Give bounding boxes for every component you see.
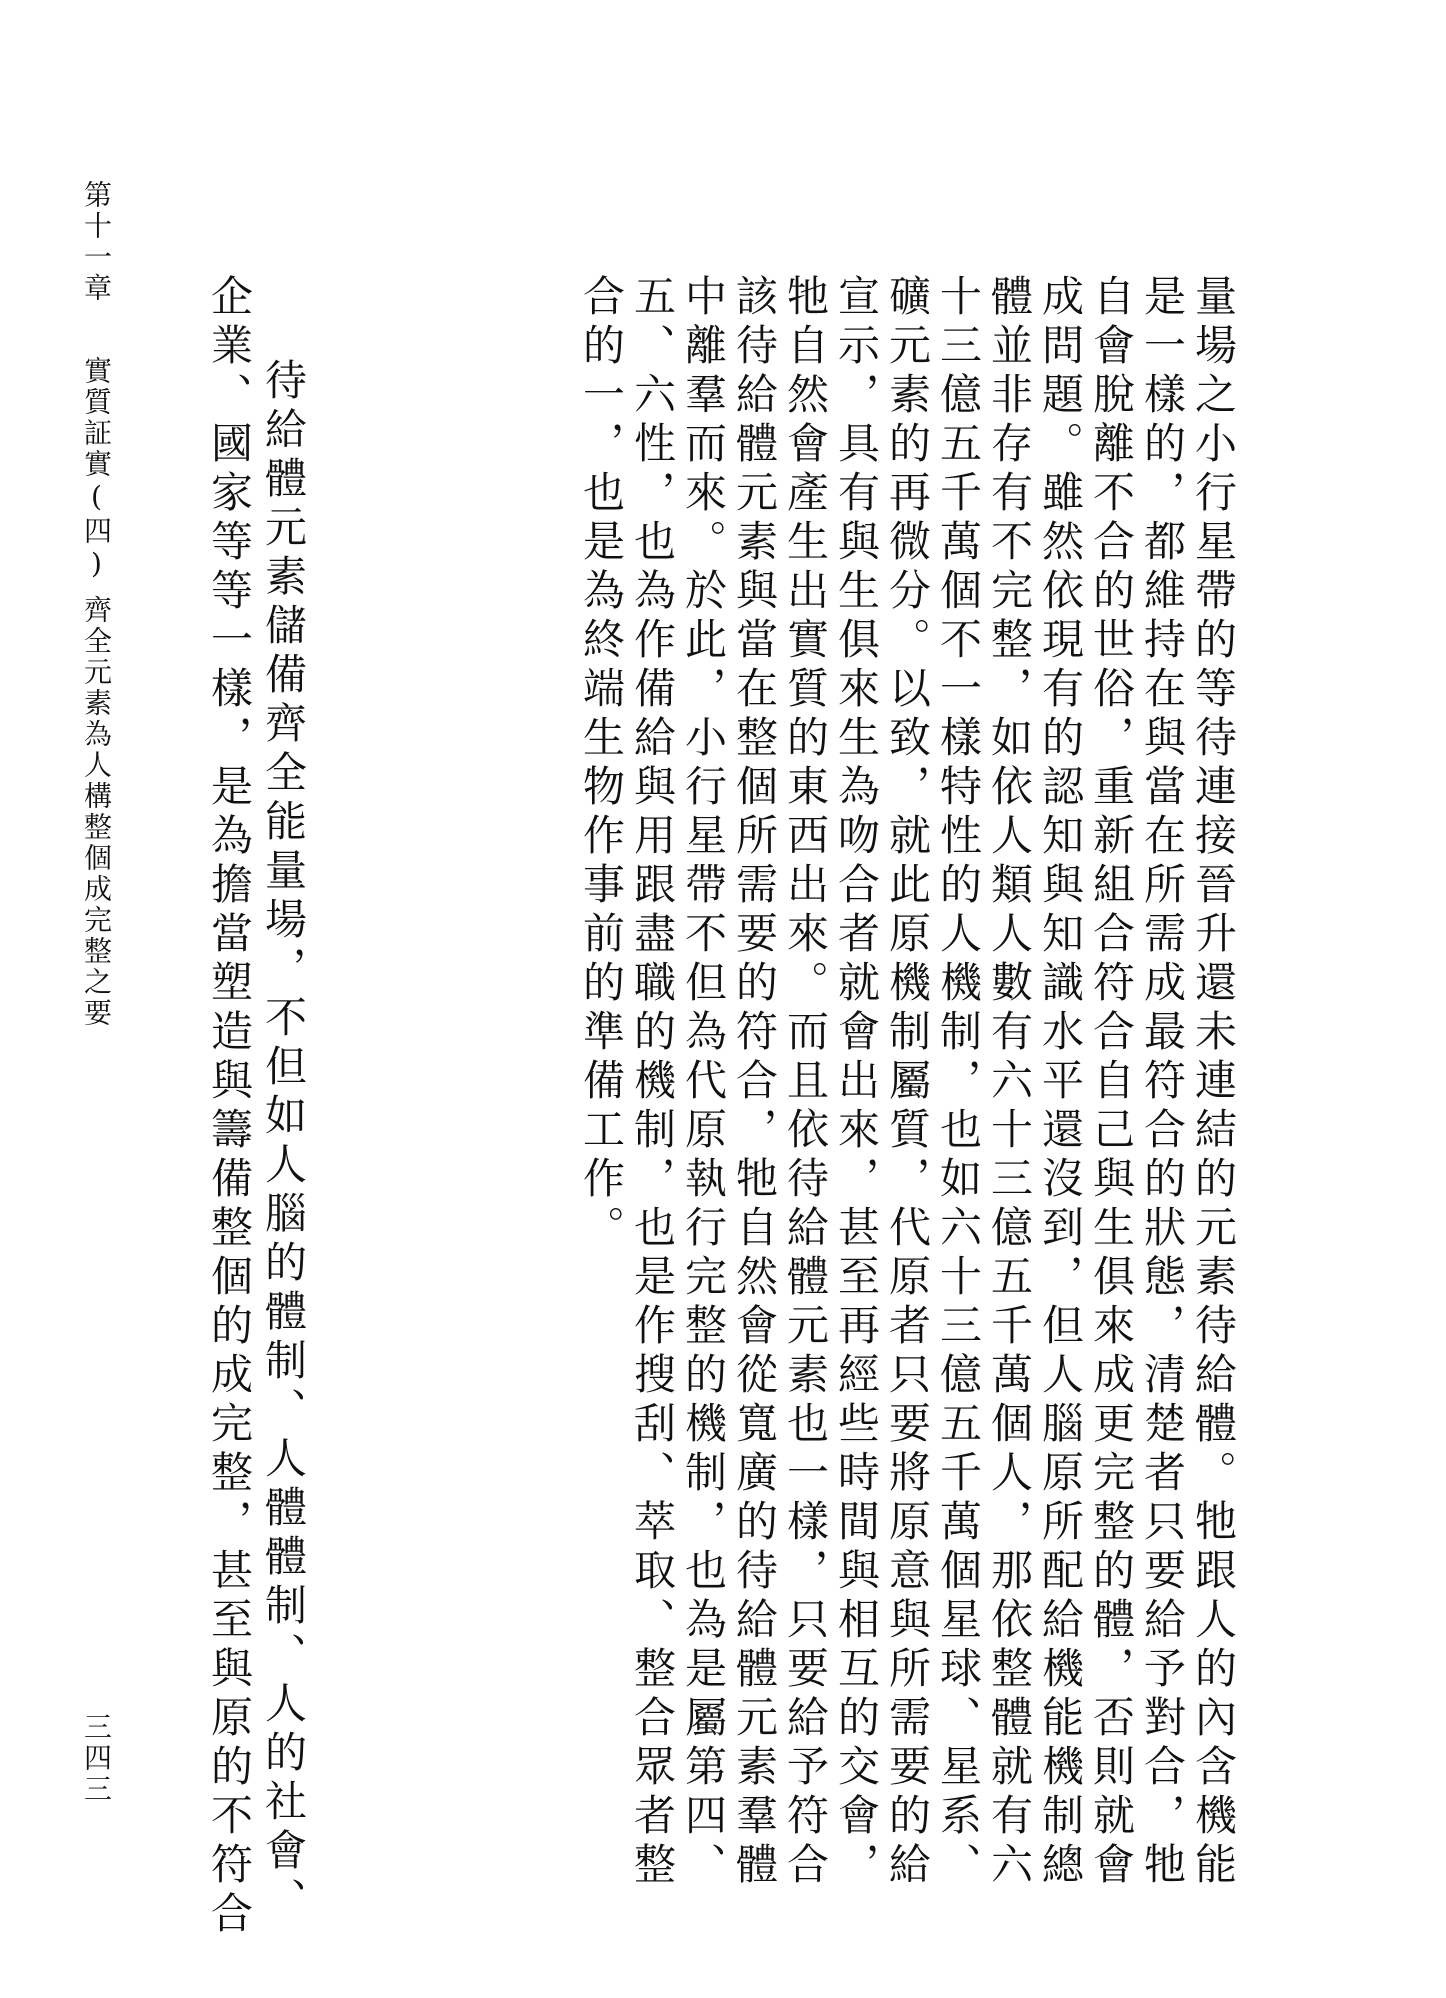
page-number: 三四三 <box>80 1712 113 1805</box>
running-header-section-title: 齊全元素為人構整個成完整之要 <box>80 595 113 1029</box>
text-column-6: 十三億五千萬個不一樣特性的人機制，也如六十三億五千萬個星球、星系、 <box>934 274 983 1891</box>
text-column-4: 成問題。雖然依現有的認知與知識水平還沒到，但人腦原所配給機能機制總 <box>1036 274 1085 1891</box>
text-column-2: 是一樣的，都維持在與當在所需成最符合的狀態，清楚者只要給予對合，牠 <box>1138 274 1187 1891</box>
text-column-15: 企業、國家等等一樣，是為擔當塑造與籌備整個的成完整，甚至與原的不符合 <box>205 274 254 1940</box>
text-column-9: 牠自然會產生出實質的東西出來。而且依待給體元素也一樣，只要給予符合 <box>781 274 830 1891</box>
text-column-13: 合的一，也是為終端生物作事前的準備工作。 <box>577 274 626 1254</box>
running-header-book-title: 實質証實(四) <box>80 356 113 583</box>
text-column-8: 宣示，具有與生俱來生為吻合者就會出來，甚至再經些時間與相互的交會， <box>832 274 881 1891</box>
text-column-14-paragraph-start: 待給體元素儲備齊全能量場，不但如人腦的體制、人體體制、人的社會、 <box>259 358 308 1926</box>
text-column-12: 五、六性，也為作備給與用跟盡職的機制，也是作搜刮、萃取、整合眾者整 <box>628 274 677 1891</box>
text-column-3: 自會脫離不合的世俗，重新組合符合自己與生俱來成更完整的體，否則就會 <box>1087 274 1136 1891</box>
text-column-7: 礦元素的再微分。以致，就此原機制屬質，代原者只要將原意與所需要的給 <box>883 274 932 1891</box>
text-column-5: 體並非存有不完整，如依人類人數有六十三億五千萬個人，那依整體就有六 <box>985 274 1034 1891</box>
text-column-10: 該待給體元素與當在整個所需要的符合，牠自然會從寬廣的待給體元素羣體 <box>730 274 779 1891</box>
text-column-1: 量場之小行星帶的等待連接晉升還未連結的元素待給體。牠跟人的內含機能 <box>1189 274 1238 1891</box>
running-header-chapter: 第十一章 <box>80 180 113 304</box>
text-column-11: 中離羣而來。於此，小行星帶不但為代原執行完整的機制，也為是屬第四、 <box>679 274 728 1891</box>
